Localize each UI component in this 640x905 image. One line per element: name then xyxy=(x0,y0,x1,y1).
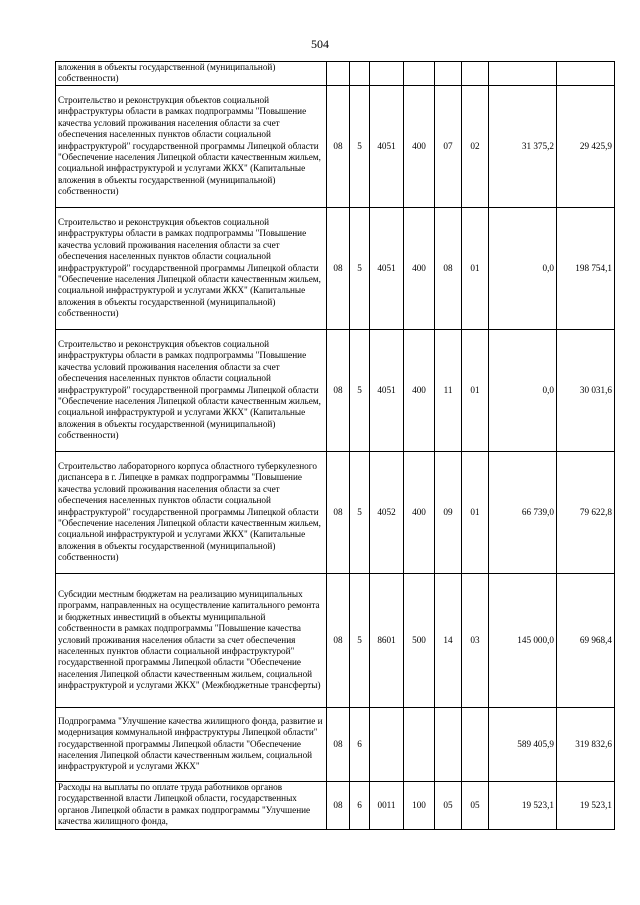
code-section: 09 xyxy=(435,451,462,573)
code-subsection xyxy=(462,707,489,781)
code-expense-type: 100 xyxy=(404,781,435,829)
code-target xyxy=(370,707,404,781)
amount-2: 198 754,1 xyxy=(557,207,615,329)
code-pp xyxy=(350,62,370,86)
code-target: 4052 xyxy=(370,451,404,573)
row-name: Подпрограмма "Улучшение качества жилищного фонда, развитие и модернизация коммунальной инфраструктуры Липецкой области" государственной программы Липецкой области "Обеспечение населения Липецкой области качественным жильем, социальной инфраструктурой и услугами ЖКХ" xyxy=(56,707,327,781)
page-number: 504 xyxy=(311,37,329,51)
table-row xyxy=(56,207,615,329)
code-gp: 08 xyxy=(327,781,350,829)
code-expense-type: 500 xyxy=(404,573,435,707)
code-expense-type: 400 xyxy=(404,451,435,573)
amount-1: 0,0 xyxy=(489,207,557,329)
code-gp xyxy=(327,62,350,86)
row-name: вложения в объекты государственной (муниципальной) собственности) xyxy=(56,62,327,86)
code-subsection xyxy=(462,62,489,86)
code-subsection: 02 xyxy=(462,85,489,207)
code-section: 14 xyxy=(435,573,462,707)
table-row xyxy=(56,781,615,829)
amount-2: 29 425,9 xyxy=(557,85,615,207)
table-row xyxy=(56,329,615,451)
code-gp: 08 xyxy=(327,207,350,329)
code-target: 4051 xyxy=(370,207,404,329)
code-section xyxy=(435,707,462,781)
amount-1: 0,0 xyxy=(489,329,557,451)
row-name: Строительство лабораторного корпуса областного туберкулезного диспансера в г. Липецке в рамках подпрограммы "Повышение качества условий проживания населения области за счет обеспечения населенных пунктов области социальной инфраструктурой" государственной программы Липецкой области "Обеспечение населения Липецкой области качественным жильем, социальной инфраструктурой и услугами ЖКХ" (Капитальные вложения в объекты государственной (муниципальной) собственности) xyxy=(56,451,327,573)
code-pp: 6 xyxy=(350,707,370,781)
code-target xyxy=(370,62,404,86)
code-pp: 5 xyxy=(350,451,370,573)
code-subsection: 01 xyxy=(462,329,489,451)
code-pp: 5 xyxy=(350,207,370,329)
row-name: Строительство и реконструкция объектов социальной инфраструктуры области в рамках подпрограммы "Повышение качества условий проживания населения области за счет обеспечения населенных пунктов области социальной инфраструктурой" государственной программы Липецкой области "Обеспечение населения Липецкой области качественным жильем, социальной инфраструктурой и услугами ЖКХ" (Капитальные вложения в объекты государственной (муниципальной) собственности) xyxy=(56,207,327,329)
code-gp: 08 xyxy=(327,329,350,451)
code-gp: 08 xyxy=(327,85,350,207)
code-pp: 5 xyxy=(350,329,370,451)
amount-2: 79 622,8 xyxy=(557,451,615,573)
amount-1: 19 523,1 xyxy=(489,781,557,829)
amount-1: 66 739,0 xyxy=(489,451,557,573)
code-gp: 08 xyxy=(327,573,350,707)
amount-1 xyxy=(489,62,557,86)
amount-1: 589 405,9 xyxy=(489,707,557,781)
code-subsection: 01 xyxy=(462,451,489,573)
code-gp: 08 xyxy=(327,707,350,781)
amount-2: 19 523,1 xyxy=(557,781,615,829)
row-name: Расходы на выплаты по оплате труда работников органов государственной власти Липецкой области, государственных органов Липецкой области в рамках подпрограммы "Улучшение качества жилищного фонда, xyxy=(56,781,327,829)
code-section: 11 xyxy=(435,329,462,451)
row-name: Строительство и реконструкция объектов социальной инфраструктуры области в рамках подпрограммы "Повышение качества условий проживания населения области за счет обеспечения населенных пунктов области социальной инфраструктурой" государственной программы Липецкой области "Обеспечение населения Липецкой области качественным жильем, социальной инфраструктурой и услугами ЖКХ" (Капитальные вложения в объекты государственной (муниципальной) собственности) xyxy=(56,329,327,451)
code-target: 8601 xyxy=(370,573,404,707)
code-gp: 08 xyxy=(327,451,350,573)
amount-1: 31 375,2 xyxy=(489,85,557,207)
amount-1: 145 000,0 xyxy=(489,573,557,707)
amount-2: 319 832,6 xyxy=(557,707,615,781)
code-section: 05 xyxy=(435,781,462,829)
amount-2: 69 968,4 xyxy=(557,573,615,707)
amount-2 xyxy=(557,62,615,86)
code-expense-type xyxy=(404,707,435,781)
amount-2: 30 031,6 xyxy=(557,329,615,451)
code-expense-type xyxy=(404,62,435,86)
code-pp: 5 xyxy=(350,85,370,207)
table-row xyxy=(56,85,615,207)
table-row xyxy=(56,62,615,86)
code-target: 4051 xyxy=(370,329,404,451)
budget-table xyxy=(55,61,615,830)
code-subsection: 05 xyxy=(462,781,489,829)
row-name: Субсидии местным бюджетам на реализацию муниципальных программ, направленных на осуществление капитального ремонта и бюджетных инвестиций в объекты муниципальной собственности в рамках подпрограммы "Повышение качества условий проживания населения области за счет обеспечения населенных пунктов области социальной инфраструктурой" государственной программы Липецкой области "Обеспечение населения Липецкой области качественным жильем, социальной инфраструктурой и услугами ЖКХ" (Межбюджетные трансферты) xyxy=(56,573,327,707)
code-pp: 5 xyxy=(350,573,370,707)
code-expense-type: 400 xyxy=(404,207,435,329)
code-subsection: 01 xyxy=(462,207,489,329)
code-subsection: 03 xyxy=(462,573,489,707)
code-section: 07 xyxy=(435,85,462,207)
table-row xyxy=(56,707,615,781)
code-target: 4051 xyxy=(370,85,404,207)
code-target: 0011 xyxy=(370,781,404,829)
table-row xyxy=(56,451,615,573)
code-pp: 6 xyxy=(350,781,370,829)
table-row xyxy=(56,573,615,707)
code-section xyxy=(435,62,462,86)
code-expense-type: 400 xyxy=(404,329,435,451)
code-section: 08 xyxy=(435,207,462,329)
row-name: Строительство и реконструкция объектов социальной инфраструктуры области в рамках подпрограммы "Повышение качества условий проживания населения области за счет обеспечения населенных пунктов области социальной инфраструктурой" государственной программы Липецкой области "Обеспечение населения Липецкой области качественным жильем, социальной инфраструктурой и услугами ЖКХ" (Капитальные вложения в объекты государственной (муниципальной) собственности) xyxy=(56,85,327,207)
code-expense-type: 400 xyxy=(404,85,435,207)
